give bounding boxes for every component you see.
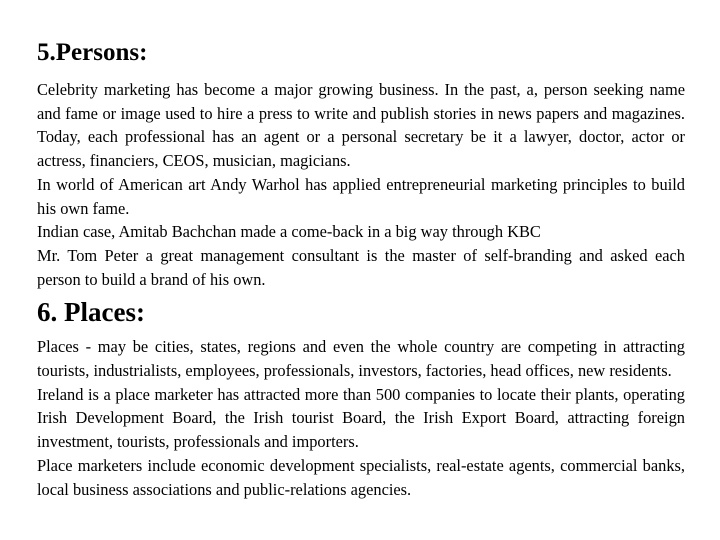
paragraph: Place marketers include economic development specialists, real-estate agents, commercial banks, local business associations and public-relations agencies. <box>37 455 685 499</box>
paragraph: Celebrity marketing has become a major growing business. In the past, a, person seeking name and fame or image used to hire a press to write and publish stories in news papers and magazines. Today, each professional has an agent or a personal secretary be it a lawyer, doctor, actor or actress, financiers, CEOS, musician, magicians. <box>37 80 685 171</box>
paragraph: In world of American art Andy Warhol has applied entrepreneurial marketing principles to build his own fame. <box>37 174 685 218</box>
paragraph: Places - may be cities, states, regions and even the whole country are competing in attracting tourists, industrialists, employees, professionals, investors, factories, head offices, new residents. <box>37 337 685 381</box>
section-heading-places: 6. Places: <box>37 297 145 328</box>
document-page <box>37 30 685 501</box>
section-places <box>37 297 685 501</box>
paragraph: Indian case, Amitab Bachchan made a come-back in a big way through KBC <box>37 222 541 242</box>
paragraph: Mr. Tom Peter a great management consultant is the master of self-branding and asked each person to build a brand of his own. <box>37 245 685 289</box>
paragraph: Ireland is a place marketer has attracted more than 500 companies to locate their plants, operating Irish Development Board, the Irish tourist Board, the Irish Export Board, attracting foreign investment, tourists, professionals and importers. <box>37 384 685 452</box>
section-heading-persons: 5.Persons: <box>37 39 148 66</box>
section-persons <box>37 38 685 291</box>
